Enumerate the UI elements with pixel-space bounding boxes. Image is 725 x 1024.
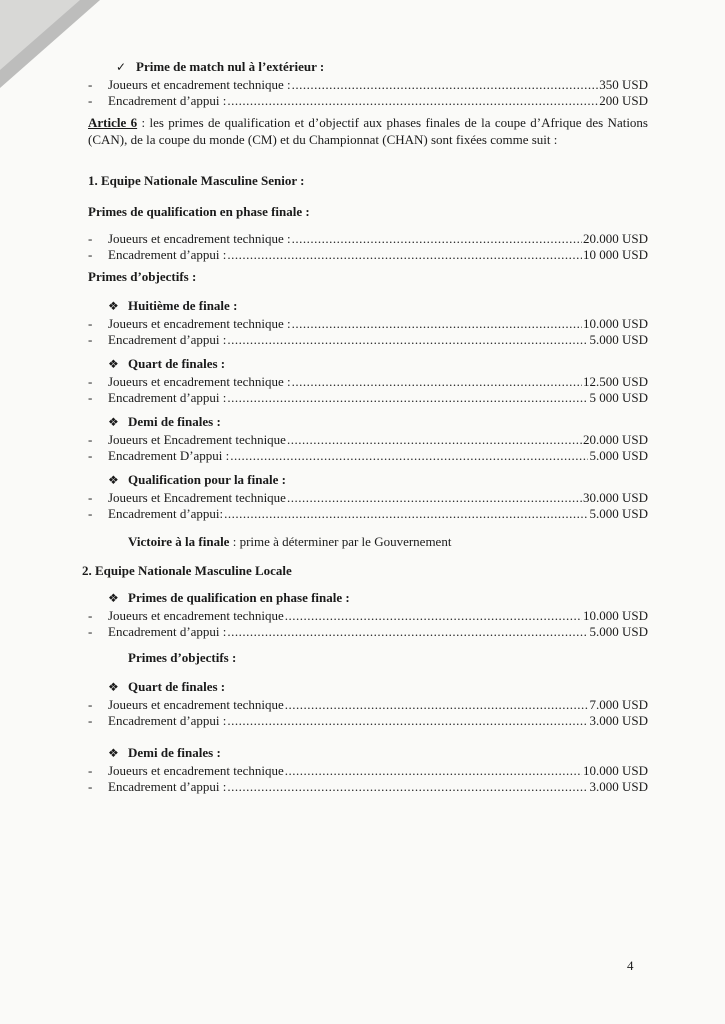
row-amount: 3.000 USD bbox=[589, 779, 648, 794]
group-heading bbox=[88, 471, 648, 489]
group-title: Huitième de finale : bbox=[128, 298, 238, 313]
row-amount: 10 000 USD bbox=[582, 247, 648, 262]
row-amount: 350 USD bbox=[599, 77, 648, 92]
row-label: Encadrement d’appui : bbox=[108, 624, 227, 639]
leader-dots bbox=[285, 762, 582, 779]
row-label: Encadrement d’appui : bbox=[108, 332, 227, 347]
dash: - bbox=[88, 624, 93, 639]
article-6-paragraph bbox=[88, 114, 648, 148]
diamond-bullet-icon: ❖ bbox=[108, 299, 119, 313]
page-number: 4 bbox=[627, 958, 634, 973]
senior-section-title: 1. Equipe Nationale Masculine Senior : bbox=[88, 173, 305, 188]
dash: - bbox=[88, 432, 93, 447]
row-label: Encadrement d’appui : bbox=[108, 390, 227, 405]
group-title: Demi de finales : bbox=[128, 414, 221, 429]
row-label: Joueurs et encadrement technique : bbox=[108, 374, 291, 389]
dash: - bbox=[88, 697, 93, 712]
row-amount: 5.000 USD bbox=[589, 332, 648, 347]
row-amount: 20.000 USD bbox=[582, 231, 648, 246]
table-row bbox=[88, 431, 648, 447]
group-heading bbox=[88, 413, 648, 431]
dash: - bbox=[88, 608, 93, 623]
dash: - bbox=[88, 390, 93, 405]
row-amount: 5.000 USD bbox=[589, 506, 648, 521]
table-row bbox=[88, 607, 648, 623]
row-amount: 7.000 USD bbox=[589, 697, 648, 712]
row-amount: 10.000 USD bbox=[582, 316, 648, 331]
locale-section-title: 2. Equipe Nationale Masculine Locale bbox=[82, 563, 292, 578]
dash: - bbox=[88, 779, 93, 794]
leader-dots bbox=[224, 505, 588, 522]
diamond-bullet-icon: ❖ bbox=[108, 680, 119, 694]
dash: - bbox=[88, 448, 93, 463]
row-label: Encadrement d’appui: bbox=[108, 506, 224, 521]
leader-dots bbox=[285, 696, 589, 713]
leader-dots bbox=[227, 623, 588, 640]
folded-corner-highlight bbox=[0, 0, 80, 70]
dash: - bbox=[88, 506, 93, 521]
table-row bbox=[88, 505, 648, 521]
table-row bbox=[88, 246, 648, 262]
group-title: Primes de qualification en phase finale : bbox=[128, 590, 350, 605]
row-amount: 5.000 USD bbox=[589, 448, 648, 463]
away-draw-title: Prime de match nul à l’extérieur : bbox=[136, 59, 325, 74]
group-heading bbox=[88, 297, 648, 315]
dash: - bbox=[88, 713, 93, 728]
leader-dots bbox=[230, 447, 588, 464]
diamond-bullet-icon: ❖ bbox=[108, 415, 119, 429]
row-label: Encadrement d’appui : bbox=[108, 713, 227, 728]
group-title: Quart de finales : bbox=[128, 356, 226, 371]
dash: - bbox=[88, 490, 93, 505]
victory-note bbox=[88, 533, 648, 550]
table-row bbox=[88, 623, 648, 639]
away-draw-heading bbox=[88, 58, 648, 76]
leader-dots bbox=[227, 389, 588, 406]
dash: - bbox=[88, 332, 93, 347]
row-label: Encadrement d’appui : bbox=[108, 247, 227, 262]
row-label: Encadrement d’appui : bbox=[108, 93, 227, 108]
row-label: Joueurs et encadrement technique : bbox=[108, 316, 291, 331]
table-row bbox=[88, 331, 648, 347]
row-label: Joueurs et encadrement technique bbox=[108, 608, 284, 623]
dash: - bbox=[88, 763, 93, 778]
row-amount: 12.500 USD bbox=[582, 374, 648, 389]
away-draw-row bbox=[88, 76, 648, 92]
dash: - bbox=[88, 316, 93, 331]
table-row bbox=[88, 712, 648, 728]
diamond-bullet-icon: ❖ bbox=[108, 473, 119, 487]
row-label: Joueurs et encadrement technique : bbox=[108, 231, 291, 246]
group-title: Quart de finales : bbox=[128, 679, 226, 694]
leader-dots bbox=[227, 331, 588, 348]
table-row bbox=[88, 447, 648, 463]
victory-text: : prime à déterminer par le Gouvernement bbox=[229, 534, 452, 549]
leader-dots bbox=[292, 230, 582, 247]
leader-dots bbox=[292, 76, 599, 93]
group-heading bbox=[88, 744, 648, 762]
row-label: Joueurs et encadrement technique bbox=[108, 697, 284, 712]
row-label: Joueurs et Encadrement technique bbox=[108, 432, 286, 447]
row-amount: 30.000 USD bbox=[582, 490, 648, 505]
leader-dots bbox=[287, 431, 582, 448]
senior-qualif-title: Primes de qualification en phase finale : bbox=[88, 204, 310, 219]
table-row bbox=[88, 489, 648, 505]
senior-objectifs-title: Primes d’objectifs : bbox=[88, 269, 197, 284]
diamond-bullet-icon: ❖ bbox=[108, 591, 119, 605]
leader-dots bbox=[287, 489, 582, 506]
row-amount: 5.000 USD bbox=[589, 624, 648, 639]
table-row bbox=[88, 762, 648, 778]
group-title: Demi de finales : bbox=[128, 745, 221, 760]
row-amount: 3.000 USD bbox=[589, 713, 648, 728]
row-label: Joueurs et encadrement technique : bbox=[108, 77, 291, 92]
row-label: Joueurs et encadrement technique bbox=[108, 763, 284, 778]
diamond-bullet-icon: ❖ bbox=[108, 746, 119, 760]
group-heading bbox=[88, 355, 648, 373]
article-text: : les primes de qualification et d’objectif aux phases finales de la coupe d’Afrique des Nations (CAN), de la coupe du monde (CM) et du Championnat (CHAN) sont fixées comme suit : bbox=[88, 115, 648, 147]
table-row bbox=[88, 373, 648, 389]
row-amount: 10.000 USD bbox=[582, 763, 648, 778]
leader-dots bbox=[227, 712, 588, 729]
row-amount: 5 000 USD bbox=[589, 390, 648, 405]
table-row bbox=[88, 315, 648, 331]
dash: - bbox=[88, 231, 93, 246]
away-draw-row bbox=[88, 92, 648, 108]
group-heading bbox=[88, 678, 648, 696]
leader-dots bbox=[227, 92, 598, 109]
group-heading bbox=[88, 589, 648, 607]
dash: - bbox=[88, 247, 93, 262]
victory-title: Victoire à la finale bbox=[128, 534, 230, 549]
row-label: Encadrement D’appui : bbox=[108, 448, 230, 463]
senior-qualif-rows bbox=[88, 230, 648, 262]
diamond-bullet-icon: ❖ bbox=[108, 357, 119, 371]
row-label: Encadrement d’appui : bbox=[108, 779, 227, 794]
row-amount: 200 USD bbox=[599, 93, 648, 108]
dash: - bbox=[88, 77, 93, 92]
locale-objectifs-title: Primes d’objectifs : bbox=[128, 650, 237, 665]
table-row bbox=[88, 230, 648, 246]
dash: - bbox=[88, 374, 93, 389]
table-row bbox=[88, 778, 648, 794]
leader-dots bbox=[285, 607, 582, 624]
leader-dots bbox=[292, 315, 582, 332]
page-content bbox=[82, 58, 648, 794]
table-row bbox=[88, 389, 648, 405]
dash: - bbox=[88, 93, 93, 108]
row-label: Joueurs et Encadrement technique bbox=[108, 490, 286, 505]
article-ref: Article 6 bbox=[88, 115, 138, 130]
row-amount: 20.000 USD bbox=[582, 432, 648, 447]
checkmark-icon: ✓ bbox=[116, 60, 127, 74]
leader-dots bbox=[227, 246, 582, 263]
group-title: Qualification pour la finale : bbox=[128, 472, 286, 487]
row-amount: 10.000 USD bbox=[582, 608, 648, 623]
table-row bbox=[88, 696, 648, 712]
leader-dots bbox=[227, 778, 588, 795]
leader-dots bbox=[292, 373, 582, 390]
